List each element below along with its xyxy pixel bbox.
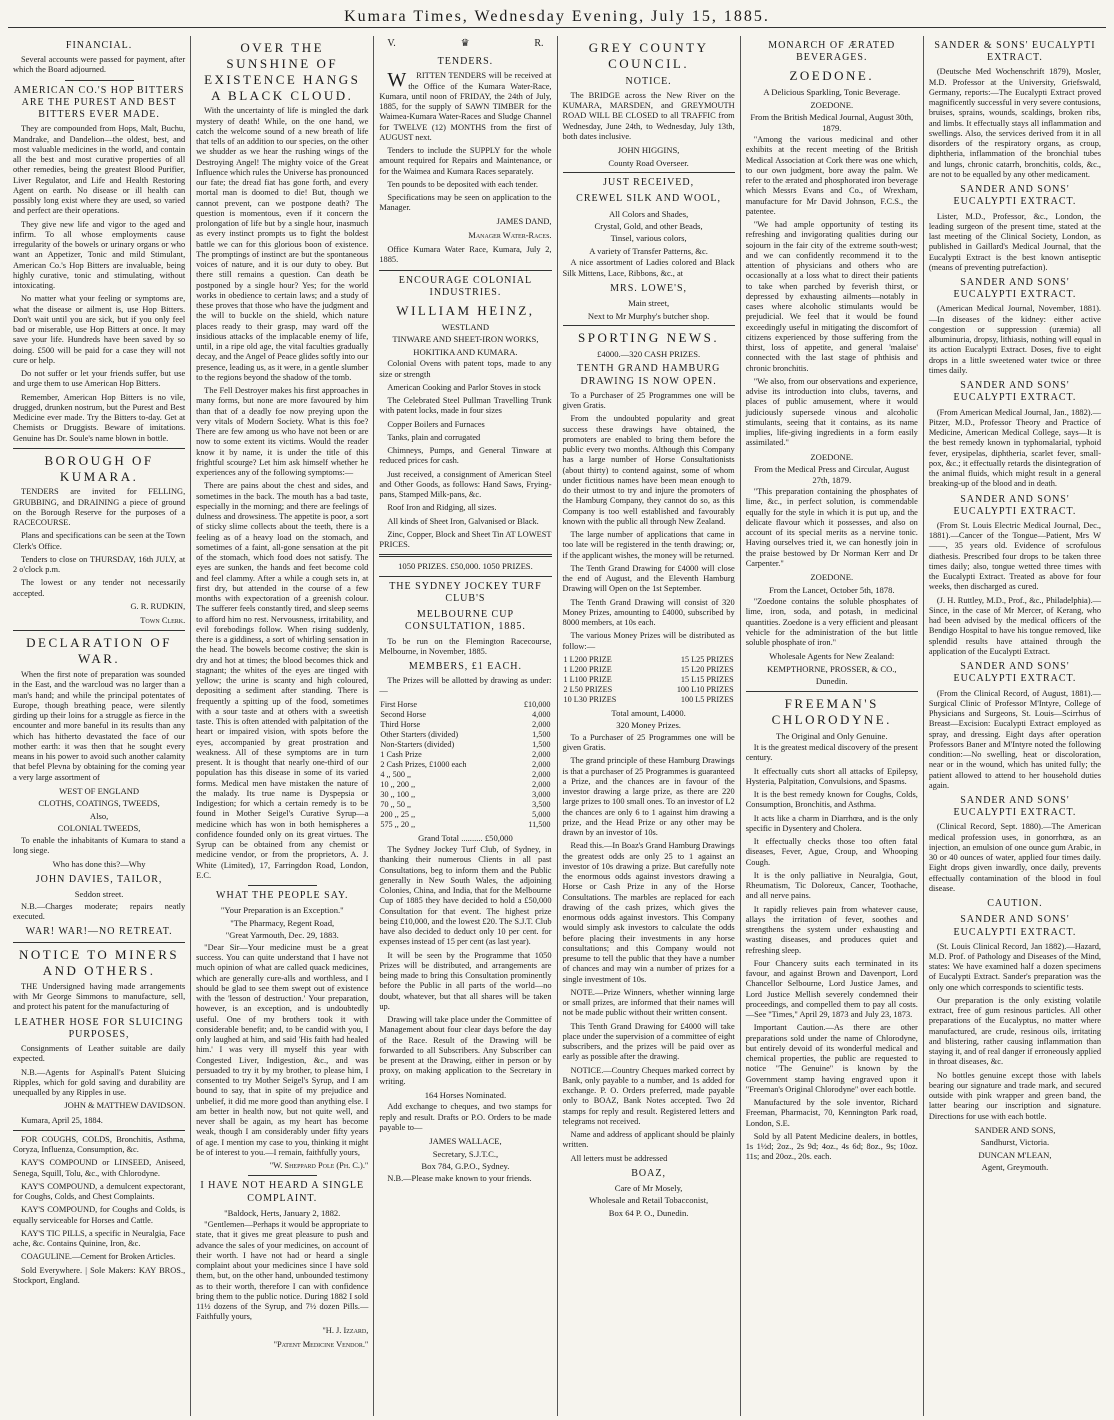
say-heading: WHAT THE PEOPLE SAY. xyxy=(216,890,349,902)
crewel-item: A variety of Transfer Patterns, &c. xyxy=(589,245,708,256)
financial-text: Several accounts were passed for payment, after which the Board adjourned. xyxy=(13,55,186,75)
prize-label: 10 ,, 200 ,, xyxy=(380,779,416,789)
hamburg-prize-row xyxy=(563,695,735,705)
miners-paragraph: THE Undersigned having made arrangements with Mr George Simmons to manufacture, sell, and protect his patent for the manufacturing of xyxy=(13,981,186,1012)
prize-value: 2,000 xyxy=(532,779,551,789)
sander-heading: SANDER AND SONS' EUCALYPTI EXTRACT. xyxy=(953,380,1077,404)
divider xyxy=(248,1175,317,1176)
heard-signature: "H. J. Izzard, xyxy=(322,1325,369,1335)
freeman-paragraph: Sold by all Patent Medicine dealers, in bottles, 1s 1½d; 2oz., 2s 9d; 4oz., 4s 6d; 8oz., 9s; 10oz. 11s; and 20oz., 20s. each. xyxy=(745,1131,918,1162)
heinz-item: Copper Boilers and Furnaces xyxy=(387,419,485,429)
column-4 xyxy=(557,36,740,1416)
sander-heading: SANDER AND SONS' EUCALYPTI EXTRACT. xyxy=(953,277,1077,301)
miners-date: Kumara, April 25, 1884. xyxy=(21,1115,103,1125)
sander-paragraph: (From American Medical Journal, Jan., 1882).—Pitzer, M.D., Professor Theory and Practice of Medicine, American Medical College, says—It is the best remedy known in typhomalarial, typhoid fever, erysipelas, diphtheria, scarlet fever, small-pox, &c.; it effectually retards the disintegration of the animal fluids, which might result in a general breaking-up of the blood and in death. xyxy=(928,407,1102,489)
sporting-sub: £4000.—320 CASH PRIZES. xyxy=(597,348,701,359)
hamburg-paragraph: The Tenth Grand Drawing will consist of 320 Money Prizes, amounting to £4000, subscribed by 8000 members, at 10s each. xyxy=(562,597,735,628)
bitters-paragraph: Remember, American Hop Bitters is no vile, drugged, drunken nostrum, but the Purest and Best Medicine ever made. Try the Bitters to-day. Get at Chemists or Druggists. Beware of imitations. Genuine has Dr. Soule's name blown in bottle. xyxy=(13,392,186,443)
hamburg-prize-right: 100 L10 PRIZES xyxy=(676,684,734,694)
heard-address: "Baldock, Herts, January 2, 1882. xyxy=(224,1207,341,1218)
prize-row xyxy=(379,760,551,770)
divider xyxy=(379,554,551,557)
zoedone-paragraph: "We had ample opportunity of testing its refreshing and invigorating qualities during our sojourn in the fair city of the extreme south-west; and we can confidently recommend it to the attention of physicians and others who are occasionally at a loss what to direct their patients to take when parched by feverish thirst, or depressed by exhausting ailments—notably in cases where alcoholic stimulants would be prejudicial. We feel that it would be found exceedingly useful in mitigating the discomfort of citizens experienced by those suffering from the thirst, loss of appetite, and general 'malaise' connected with the last stage of phthisis and chronic bronchitis. xyxy=(745,220,918,373)
sjtc-paragraph: To be run on the Flemington Racecourse, Melbourne, in November, 1885. xyxy=(379,636,552,656)
heard-heading: I HAVE NOT HEARD A SINGLE COMPLAINT. xyxy=(200,1180,365,1204)
columns xyxy=(8,36,1106,1416)
sander-heading: SANDER AND SONS' EUCALYPTI EXTRACT. xyxy=(953,914,1077,938)
zoedone-heading: ZOEDONE. xyxy=(789,68,875,84)
miners-paragraph: Consignments of Leather suitable are daily expected. xyxy=(13,1044,186,1064)
members-heading: MEMBERS, £1 EACH. xyxy=(408,661,522,673)
prize-label: 30 ,, 100 ,, xyxy=(380,789,416,799)
seal-left: V. xyxy=(387,38,396,49)
heard-signature-title: "Patent Medicine Vendor." xyxy=(273,1339,369,1349)
prize-value: 3,000 xyxy=(532,789,551,799)
say-address: "Great Yarmouth, Dec. 29, 1883. xyxy=(225,930,339,941)
hamburg-prize-left: 2 L50 PRIZES xyxy=(563,684,613,694)
miners-paragraph: N.B.—Agents for Aspinall's Patent Sluicing Ripples, which for gold saving and durability are unequalled by any Ripples in use. xyxy=(13,1067,186,1098)
prize-value: 5,000 xyxy=(532,809,551,819)
coughs-paragraph: COAGULINE.—Cement for Broken Articles. xyxy=(21,1252,176,1262)
sander-heading: SANDER AND SONS' EUCALYPTI EXTRACT. xyxy=(953,493,1077,517)
sjtc-signature: Secretary, S.J.T.C., xyxy=(432,1148,499,1159)
sjtc-signature: JAMES WALLACE, xyxy=(429,1136,502,1147)
boaz-address: Care of Mr Mosely, xyxy=(614,1182,683,1193)
war-goods: WEST OF ENGLAND xyxy=(59,785,140,796)
say-signature: "W. Sheppard Pole (Ph. C.)." xyxy=(269,1161,369,1171)
zoedone-section-heading: ZOEDONE. xyxy=(810,99,854,110)
hamburg-paragraph: NOTE.—Prize Winners, whether winning large or small prizes, are informed that their names will not be made public without their written consent. xyxy=(562,987,735,1018)
coughs-paragraph: FOR COUGHS, COLDS, Bronchitis, Asthma, Coryza, Influenza, Consumption, &c. xyxy=(13,1134,186,1155)
hamburg-paragraph: To a Purchaser of 25 Programmes one will be given Gratis. xyxy=(562,390,735,411)
prize-row xyxy=(379,790,551,800)
heinz-sub: TINWARE AND SHEET-IRON WORKS, xyxy=(392,334,539,345)
crewel-heading: CREWEL SILK AND WOOL, xyxy=(576,193,722,205)
prize-value: 3,500 xyxy=(532,799,551,809)
heinz-heading: WILLIAM HEINZ, xyxy=(396,303,535,318)
tenders-paragraph: WRITTEN TENDERS will be received at the Office of the Kumara Water-Race, Kumara, until noon of FRIDAY, the 24th of July, 1885, for the supply of SAWN TIMBER for the Waimea-Kumara Water-Races and Sludge Channel for TWELVE (12) MONTHS from the first of AUGUST next. xyxy=(379,69,552,142)
prize-label: Non-Starters (divided) xyxy=(380,739,455,749)
crewel-paragraph: A nice assortment of Ladies colored and Black Silk Mittens, Lace, Ribbons, &c., at xyxy=(562,258,735,278)
prize-row xyxy=(379,700,551,710)
prizes-banner: 1050 PRIZES. £50,000. 1050 PRIZES. xyxy=(398,561,533,572)
royal-seal xyxy=(379,36,551,52)
column-2 xyxy=(190,36,373,1416)
freeman-heading: FREEMAN'S CHLORODYNE. xyxy=(771,695,892,727)
lowe-address: Next to Mr Murphy's butcher shop. xyxy=(587,310,710,321)
bitters-paragraph: They give new life and vigor to the aged and infirm. To all whose employments cause irregularity of the bowels or urinary organs or who want an Appetizer, Tonic and mild Stimulant, American Co.'s Hop Bitters are invaluable, being highly curative, tonic and stimulating, without intoxicating. xyxy=(13,219,186,290)
bitters-heading: AMERICAN CO.'S HOP BITTERS ARE THE PUREST AND BEST BITTERS EVER MADE. xyxy=(13,84,185,121)
wholesale-label: Wholesale Agents for New Zealand: xyxy=(769,651,895,662)
prize-value: 2,000 xyxy=(532,719,551,729)
monarch-heading: MONARCH OF ÆRATED BEVERAGES. xyxy=(768,40,896,64)
sander-heading: SANDER & SONS' EUCALYPTI EXTRACT. xyxy=(934,40,1096,64)
sander-heading: SANDER AND SONS' EUCALYPTI EXTRACT. xyxy=(953,184,1077,208)
tenders-paragraph: Ten pounds to be deposited with each tender. xyxy=(387,179,538,189)
horses-nominated: 164 Horses Nominated. xyxy=(424,1089,507,1100)
kempthorne-city: Dunedin. xyxy=(815,676,848,687)
hamburg-paragraph: NOTICE.—Country Cheques marked correct by Bank, only payable to a number, and 1s added for exchange. P. O. Orders preferred, made payable only to BOAZ, Bank Notes accepted. Two 2d stamps for reply and result. Registered letters and telegrams not received. xyxy=(562,1065,735,1126)
war-heading: DECLARATION OF WAR. xyxy=(26,635,173,667)
sander-paragraph: Our preparation is the only existing volatile extract, free of gum resinous particles. All other preparations of the Eucalyptus, no matter where manufactured, are crude, resinous oils, irritating and blistering, rather causing inflammation than staying it, and of real danger if erroneously applied in throat diseases, &c. xyxy=(928,995,1102,1067)
freeman-paragraph: It rapidly relieves pain from whatever cause, allays the irritation of fever, soothes and strengthens the system under exhausting and wasting diseases, and produces quiet and refreshing sleep. xyxy=(745,904,918,955)
heinz-item: Roof Iron and Ridging, all sizes. xyxy=(387,503,497,513)
tenders-signature: JAMES DAND, xyxy=(496,216,552,226)
sander-paragraph: No bottles genuine except those with labels bearing our signature and trade mark, and secured outside with pink wrapper and green band, the latter bearing our inscription and signature. Directions for use with each bottle. xyxy=(928,1070,1102,1121)
prize-label: 70 ,, 50 ,, xyxy=(380,799,412,809)
column-1 xyxy=(8,36,190,1416)
divider xyxy=(563,325,735,326)
sander-heading: SANDER AND SONS' EUCALYPTI EXTRACT. xyxy=(953,661,1077,685)
prize-label: 200 ,, 25 ,, xyxy=(380,809,416,819)
heinz-sub: WESTLAND xyxy=(441,321,490,332)
sjtc-subheading: MELBOURNE CUP CONSULTATION, 1885. xyxy=(404,609,526,633)
sander-paragraph: (American Medical Journal, November, 1881).—In diseases of the kidney: either active congestion or suppression (uræmia) all albuminuria, dropsy, lithiasis, nothing will equal in its action Eucalypti Extract. Doses, five to eight drops in a little sweetened water twice or three times daily. xyxy=(928,304,1102,375)
miners-heading: NOTICE TO MINERS AND OTHERS. xyxy=(19,947,180,979)
divider xyxy=(13,448,185,449)
borough-signature: G. R. RUDKIN, xyxy=(130,601,186,611)
hamburg-paragraph: To a Purchaser of 25 Programmes one will be given Gratis. xyxy=(562,732,735,753)
prize-row xyxy=(379,770,551,780)
prize-row xyxy=(379,780,551,790)
borough-heading: BOROUGH OF KUMARA. xyxy=(44,452,154,484)
prize-value: 4,000 xyxy=(532,709,551,719)
grey-signature: JOHN HIGGINS, xyxy=(617,145,680,156)
crewel-item: All Colors and Shades, xyxy=(608,208,689,219)
grey-heading: GREY COUNTY COUNCIL. xyxy=(588,40,709,71)
hamburg-total: Total amount, L4000. xyxy=(611,707,686,718)
prize-label: 1 Cash Prize xyxy=(380,749,422,759)
coughs-paragraph: KAY'S COMPOUND or LINSEED, Aniseed, Senega, Squill, Tolu, &c., with Chlorodyne. xyxy=(13,1158,186,1178)
tenders-office: Office Kumara Water Race, Kumara, July 2, 1885. xyxy=(379,245,552,265)
freeman-paragraph: Four Chancery suits each terminated in its favour, and against Brown and Davenport, Lord Chancellor Selbourne, Lord Justice James, and Lord Justice Mellish severely condemned their proceedings, and compelled them to pay all costs.—See "Times," April 29, 1873 and July 23, 1873. xyxy=(745,958,918,1019)
prize-value: 2,000 xyxy=(532,759,551,769)
prize-row xyxy=(379,810,551,820)
prize-row xyxy=(379,800,551,810)
prize-row xyxy=(379,730,551,740)
hamburg-paragraph: This Tenth Grand Drawing for £4000 will take place under the supervision of a committee of eight subscribers, and the prizes will be paid over as early as possible after the drawing. xyxy=(562,1021,735,1062)
crewel-item: Tinsel, various colors, xyxy=(610,233,687,244)
freeman-paragraph: It effectually checks those too often fatal diseases, Fever, Ague, Croup, and Whooping Cough. xyxy=(745,837,918,867)
war-paragraph: When the first note of preparation was sounded in the East, and the warcloud was no larger than a man's hand; and while the principal potentates of Europe, though breathing peace, were silently girding up their loins for a struggle as fierce in the encounter and more baneful in its results than any which has hitherto devastated the face of our mother earth: it was then that he sought every means in his power to avoid such another calamity that befel Plevna by obtaining for the coming year a very large assortment of xyxy=(13,670,186,782)
sander-paragraph: Lister, M.D., Professor, &c., London, the leading surgeon of the present time, stated at the last meeting of the Clinical Society, London, as published in Gaillard's Medical Journal, that the Eucalypti Extract is the best known antiseptic (means of preventing putrefaction). xyxy=(928,211,1102,272)
mclean-signature: Agent, Greymouth. xyxy=(981,1162,1049,1173)
prize-value: 2,000 xyxy=(532,769,551,779)
boaz-address: Wholesale and Retail Tobacconist, xyxy=(589,1195,709,1206)
grey-paragraph: The BRIDGE across the New River on the KUMARA, MARSDEN, and GREYMOUTH ROAD WILL BE CLOSED to all TRAFFIC from Wednesday, June 24th, to Wednesday, July 13th, both dates inclusive. xyxy=(562,90,735,141)
coughs-paragraph: KAY'S TIC PILLS, a specific in Neuralgia, Face ache, &c. Contains Quinine, Iron, &c. xyxy=(13,1228,186,1249)
sander-paragraph: (From the Clinical Record, of August, 1881).—Surgical Clinic of Professor M'Intyre, College of Physicians and Surgeons, St. Louis—Scirrhus of Breast—Excision: Eucalypti Extract employed as spray, and dressing. Eight days after operation Professors Baner and M'Intyre noted the following condition:—No swelling, heat or discoloration, near or in the wound, which has united fully; the patient allowed to attend to her household duties again. xyxy=(928,688,1102,790)
sunshine-paragraph: With the uncertainty of life is mingled the dark mystery of death! While, on the one hand, we catch the welcome sound of a new breath of life that tells of an addition to our species, on the other we shudder as we hear the rushing wings of the Destroying Angel! The mighty voice of the Great Influence which rules the Universe has pronounced our fate; the dread fiat has gone forth, and every mortal man is doomed to die! But, though we cannot prevent, can we postpone death? The question is momentous, even if it concern the prolongation of life but by a single hour, inasmuch as every instinct prompts us to fight the boldest battle we can for this glorious boon of existence. The promptings of instinct are but the spontaneous voices of nature, and it is our duty to obey. But there still remains a question. Can death be postponed by a single hour? Yes; for the world works in obedience to certain laws; and a study of these proves that those who have the judgment and the will to buckle on the shield, which nature places ready to their grasp, may ward off the insidious attacks of the implacable enemy of life, until, in a ripe old age, the vital faculties gradually decay, and the Angel of Peace glides softly into our presence, leading us, as it were, in a gentle slumber to the regions beyond the shadow of the tomb. xyxy=(196,106,369,382)
freeman-paragraph: It is the best remedy known for Coughs, Colds, Consumption, Bronchitis, and Asthma. xyxy=(745,790,918,810)
mclean-signature: DUNCAN M'LEAN, xyxy=(978,1149,1052,1160)
freeman-paragraph: Manufactured by the sole inventor, Richard Freeman, Pharmacist, 70, Kennington Park road, London, S.E. xyxy=(745,1098,918,1128)
heinz-item: American Cooking and Parlor Stoves in stock xyxy=(387,382,541,392)
prize-row xyxy=(379,820,551,830)
prize-value: 11,500 xyxy=(528,819,551,829)
hamburg-heading: TENTH GRAND HAMBURG DRAWING IS NOW OPEN. xyxy=(576,363,721,387)
hamburg-paragraph: Read this.—In Boaz's Grand Hamburg Drawings the greatest odds are only 25 to 1 against an investor of 10s drawing a prize. But carefully note the enormous odds against investors drawing a Horse or Cash Prize in any of the Horse Consultations. The marbles are replaced for each drawing of the cash prizes, which gives the enormous odds against investors. This Company would simply ask investors to calculate the odds before placing their investments in any horse consultations; and this Company would not presume to tell the public that they have a number of chances and may win a number of prizes for a single investment of 10s. xyxy=(562,841,735,984)
hamburg-prize-row xyxy=(563,665,735,675)
crewel-item: Crystal, Gold, and other Beads, xyxy=(594,220,703,231)
freeman-paragraph: It is the only palliative in Neuralgia, Gout, Rheumatism, Tic Doloreux, Cancer, Toothache, and all nerve pains. xyxy=(745,870,918,901)
boaz-address: Box 64 P. O., Dunedin. xyxy=(608,1207,689,1218)
seal-right: R. xyxy=(534,38,544,49)
caution-heading: CAUTION. xyxy=(987,898,1043,910)
borough-paragraph: The lowest or any tender not necessarily accepted. xyxy=(13,578,186,598)
grand-total: Grand Total .......... £50,000 xyxy=(418,832,513,843)
sjtc-heading: THE SYDNEY JOCKEY TURF CLUB'S xyxy=(389,580,542,604)
hamburg-paragraph: All letters must be addressed xyxy=(570,1153,668,1163)
column-3 xyxy=(373,36,556,1416)
hamburg-paragraph: Name and address of applicant should be plainly written. xyxy=(562,1130,735,1150)
tenders-paragraph: Specifications may be seen on application to the Manager. xyxy=(379,193,552,213)
heinz-sub: HOKITIKA AND KUMARA. xyxy=(413,346,518,357)
sander-paragraph: (From St. Louis Electric Medical Journal, Dec., 1881).—Cancer of the Tongue—Patient, Mrs W——, 35 years old. Evidence of scrofulous diathesis. Prescribed four drops to be taken three times daily; also, tongue wetted three times with the Eucalypti Extract. Treated as above for four weeks, then discharged as cured. xyxy=(928,520,1102,592)
notice-heading: NOTICE. xyxy=(625,75,672,87)
hamburg-count: 320 Money Prizes. xyxy=(616,720,681,731)
zoedone-paragraph: "Zoedone contains the soluble phosphates of lime, iron, soda, and potash, in medicinal quantities. Zoedone is a very efficient and pleasant vehicle for the administration of the but little soluble phosphate of iron." xyxy=(745,597,918,648)
zoedone-paragraph: "We also, from our observations and experience, advise its introduction into clubs, taverns, and places of public amusement, where it would judiciously supersede vinous and alcoholic stimulants, seeing that it contains, as its name implies, life-giving ingredients in a form easily assimilated." xyxy=(745,376,918,448)
crown-icon: ♛ xyxy=(460,38,470,49)
prize-value: 1,500 xyxy=(532,739,551,749)
war-tailor-name: JOHN DAVIES, TAILOR, xyxy=(35,873,163,885)
sunshine-heading: OVER THE SUNSHINE OF EXISTENCE HANGS A BLACK CLOUD. xyxy=(204,40,361,103)
borough-signature-title: Town Clerk. xyxy=(140,616,186,626)
heinz-item: Chimneys, Pumps, and General Tinware at reduced prices for cash. xyxy=(379,446,552,466)
zoedone-source: From the British Medical Journal, August 30th, 1879. xyxy=(750,112,914,133)
sporting-heading: SPORTING NEWS. xyxy=(578,330,720,346)
divider xyxy=(65,80,134,81)
sjtc-paragraph: Drawing will take place under the Committee of Management about four clear days before the day of the Race. Result of the Drawing will be forwarded to all Subscribers. Any Subscriber can be present at the Drawing, either in person or by proxy, on making application to the Secretary in writing. xyxy=(379,1015,552,1086)
zoedone-section-heading: ZOEDONE. xyxy=(810,572,854,583)
hamburg-prize-row xyxy=(563,655,735,665)
sander-signature: SANDER AND SONS, xyxy=(974,1124,1056,1135)
sjtc-paragraph: The Sydney Jockey Turf Club, of Sydney, in thanking their numerous Clients in all past Consultations, beg to inform them and the Public generally in New South Wales, the adjoining Colonies, China, and India, that for the Melbourne Cup of 1885 they have decided to hold a £50,000 Consultation for that event. The highest prize being £10,000, and the lowest £20. The S.J.T. Club have also decided to deduct only 10 per cent. for expenses instead of 15 per cent (as last year). xyxy=(379,845,552,947)
zoedone-paragraph: "Among the various medicinal and other exhibits at the recent meeting of the British Medical Association at Cork there was one which, to our own judgment, bore away the palm. We refer to the ærated and phosphorated iron beverage which Messrs Evans and Co., of Wrexham, manufacture for Mr David Johnson, F.C.S., the patentee. xyxy=(745,135,918,216)
sjtc-signature: Box 784, G.P.O., Sydney. xyxy=(421,1161,510,1172)
prize-label: Second Horse xyxy=(380,709,427,719)
lowe-name: MRS. LOWE'S, xyxy=(610,282,688,294)
war-paragraph: To enable the inhabitants of Kumara to stand a long siege. xyxy=(13,835,186,856)
say-address: "The Pharmacy, Regent Road, xyxy=(230,917,335,928)
encourage-heading: ENCOURAGE COLONIAL INDUSTRIES. xyxy=(398,274,533,298)
say-paragraph: "Dear Sir—Your medicine must be a great success. You can quite understand that I have not much opinion of what are called quack medicines, which are generally cure-alls and worthless, and I should be glad to see them swept out of existence with the 'lesson of destruction.' Your preparation, however, is an exception, and is undoubtedly useful. One of my brothers took it with considerable benefit; and, to be candid with you, I only laughed at him, and said 'His faith had healed him.' I was very ill myself this year with Congested Liver, Indigestion, &c., and was persuaded to try it by my brother, to please him, I consented to try Mother Seigel's Syrup, and I am bound to say, that in spite of my prejudice and unbelief, it did me more good than anything else. I am better in health now, but not quite well, and never shall be again, as my heart has become weak, though I am considerably under fifty years of age. I mention my case to you, thinking it might be of interest to you.—I remain, faithfully yours, xyxy=(196,942,369,1157)
heinz-item: Zinc, Copper, Block and Sheet Tin AT LOWEST PRICES. xyxy=(379,529,552,550)
war-retreat: WAR! WAR!—NO RETREAT. xyxy=(25,926,173,938)
hamburg-paragraph: The various Money Prizes will be distributed as follow:— xyxy=(562,631,735,651)
hamburg-prize-right: 100 L5 PRIZES xyxy=(680,694,734,704)
sjtc-paragraph: It will be seen by the Programme that 1050 Prizes will be distributed, and arrangements are being made to bring this Consultation prominently before the Public in all parts of the world—no doubt, whatever, but that all shares will be taken up. xyxy=(379,950,552,1011)
sunshine-paragraph: The Fell Destroyer makes his first approaches in many forms, but none are more favoured by him than that of a deadly foe now preying upon the very vitals of Modern Society. What is this foe? There are few among us who have not been or are now to some extent its victims. Would the reader know it by name, it is under the title of this frightful scourge? Let him ask himself whether he experiences any of the following symptoms:— xyxy=(196,386,369,478)
divider xyxy=(563,172,735,173)
boaz-name: BOAZ, xyxy=(631,1167,666,1179)
column-6 xyxy=(923,36,1106,1416)
prize-value: 1,500 xyxy=(532,729,551,739)
hamburg-prize-left: 1 L200 PRIZE xyxy=(563,664,612,674)
coughs-paragraph: KAY'S COMPOUND, a demulcent expectorant, for Coughs, Colds, and Chest Complaints. xyxy=(13,1181,186,1202)
divider xyxy=(13,942,185,943)
divider xyxy=(379,270,551,271)
masthead: Kumara Times, Wednesday Evening, July 15, 1885. xyxy=(8,6,1106,28)
hamburg-prize-table xyxy=(563,655,735,705)
received-heading: JUST RECEIVED, xyxy=(603,177,695,189)
divider xyxy=(248,885,317,886)
tenders-heading: TENDERS. xyxy=(437,56,494,68)
hamburg-prize-row xyxy=(563,685,735,695)
divider xyxy=(379,576,551,577)
hamburg-prize-right: 15 L15 PRIZES xyxy=(680,674,734,684)
prize-label: 575 ,, 20 ,, xyxy=(380,819,416,829)
sander-signature: Sandhurst, Victoria. xyxy=(980,1137,1050,1148)
hamburg-paragraph: From the undoubted popularity and great success these drawings have obtained, the promoters are enabled to bring them before the public every two months. Although this Company has a large number of Horse Consultationists (about thirty) to contend against, some of whom under fictitious names have been mean enough to do their utmost to try and injure the promoters of the Hamburg Company, they cannot do so, as this Company is too well established and favourably known with the public all through New Zealand. xyxy=(562,414,735,526)
divider xyxy=(13,630,185,631)
borough-paragraph: TENDERS are invited for FELLING, GRUBBING, and DRAINING a piece of ground on the Borough Reserve for the purposes of a RACECOURSE. xyxy=(13,487,186,528)
grey-signature-title: County Road Overseer. xyxy=(608,157,689,168)
prize-label: Third Horse xyxy=(380,719,421,729)
hamburg-prize-right: 15 L25 PRIZES xyxy=(680,654,734,664)
zoedone-section-heading: ZOEDONE. xyxy=(810,451,854,462)
zoedone-source: From the Medical Press and Circular, August 27th, 1879. xyxy=(754,464,910,485)
hamburg-paragraph: The large number of applications that came in too late will be registered in the tenth drawing; or, if the applicant wishes, the money will be returned. xyxy=(562,530,735,560)
prize-row xyxy=(379,750,551,760)
sunshine-paragraph: There are pains about the chest and sides, and sometimes in the back. The mouth has a bad taste, especially in the morning; and there are feelings of dulness and drowsiness. The appetite is poor, a sort of sticky slime collects about the teeth, there is a feeling as of a heavy load on the stomach, and sometimes of a faint, all-gone sensation at the pit of the stomach, which food does not satisfy. The eyes are sunken, the hands and feet become cold and feel clammy. After a while a cough sets in, at first dry, but attended in the course of a few months with expectoration of a greenish colour. The sufferer feels constantly tired, and sleep seems to afford him no rest. Nervousness, irritability, and evil forebodings follow. When rising suddenly, there is a giddiness, a sort of whirling sensation in the head. The bowels become costive; the skin is dry and hot at times; the blood becomes thick and stagnant; the whites of the eyes are tinged with yellow; the urine is scanty and high coloured, depositing a sediment after standing. There is frequently a spitting up of the food, sometimes with a sour taste and at others with a sweetish taste. This is often attended with palpitation of the heart or impaired vision, with spots before the eyes, accompanied by great prostration and weakness. All of these symptoms are in turn present. It is thought that nearly one-third of our population has this disease in some of its varied forms. Medical men have mistaken the nature of the malady. Its true name is Dyspepsia or Indigestion; for which a certain remedy is to be found in Mother Seigel's Curative Syrup—a medicine which has won in both hemispheres a confidence founded only on its great virtues. The Syrup can be obtained from any chemist or medicine vendor, or from the proprietors, A. J. White (Limited), 17, Farringdon Road, London, E.C. xyxy=(196,481,369,880)
sjtc-paragraph: Add exchange to cheques, and two stamps for reply and result. Drafts or P.O. Orders to be made payable to— xyxy=(379,1102,552,1132)
borough-paragraph: Tenders to close on THURSDAY, 16th JULY, at 2 o'clock p.m. xyxy=(13,554,186,575)
freeman-paragraph: It acts like a charm in Diarrhœa, and is the only specific in Dysentery and Cholera. xyxy=(745,813,918,833)
freeman-paragraph: It is the greatest medical discovery of the present century. xyxy=(745,743,918,763)
prize-row xyxy=(379,710,551,720)
lowe-address: Main street, xyxy=(628,298,670,309)
bitters-paragraph: No matter what your feeling or symptoms are, what the disease or ailment is, use Hop Bitters. Don't wait until you are sick, but if you only feel bad or miserable, use Hop Bitters at once. It may save your life. Hundreds have been saved by so doing. £500 will be paid for a case they will not cure or help. xyxy=(13,294,186,365)
coughs-signature: Sold Everywhere. | Sole Makers: KAY BROS., Stockport, England. xyxy=(13,1265,186,1285)
prize-label: Other Starters (divided) xyxy=(380,729,459,739)
prize-label: 4 ,, 500 ,, xyxy=(380,769,412,779)
prize-label: First Horse xyxy=(380,699,417,709)
sjtc-note: N.B.—Please make known to your friends. xyxy=(387,1173,532,1183)
war-goods: CLOTHS, COATINGS, TWEEDS, xyxy=(38,798,160,809)
prize-label: 2 Cash Prizes, £1000 each xyxy=(380,759,467,769)
borough-paragraph: Plans and specifications can be seen at the Town Clerk's Office. xyxy=(13,531,186,551)
sander-paragraph: (St. Louis Clinical Record, Jan 1882).—Hazard, M.D. Prof. of Pathology and Diseases of the Mind, states: We have examined half a dozen specimens of Eucalypti Extract. Sander's preparation was the only one which corresponds to scientific tests. xyxy=(928,941,1102,992)
hamburg-prize-left: 1 L200 PRIZE xyxy=(563,654,612,664)
sander-paragraph: (J. H. Ruttley, M.D., Prof., &c., Philadelphia).—Since, in the case of Mr Mercer, of Kerang, who had been advised by the medical officers of the Bendigo Hospital to have his tongue removed, like splendid results have attained through the application of the Eucalypti Extract. xyxy=(928,595,1102,656)
freeman-sub: The Original and Only Genuine. xyxy=(776,730,888,741)
hamburg-prize-row xyxy=(563,675,735,685)
war-note: N.B.—Charges moderate; repairs neatly executed. xyxy=(13,901,186,921)
prize-row xyxy=(379,720,551,730)
freeman-paragraph: Important Caution.—As there are other preparations sold under the name of Chlorodyne, but entirely devoid of its wonderful medical and chemical properties, the public are requested to notice "The Genuine" is known by the Government stamp having engraved upon it "Freeman's Original Chlorodyne" over each bottle. xyxy=(745,1023,918,1094)
coughs-paragraph: KAY'S COMPOUND, for Coughs and Colds, is equally serviceable for Horses and Cattle. xyxy=(13,1205,186,1225)
prize-table xyxy=(379,700,551,830)
war-street: Seddon street. xyxy=(74,889,124,900)
freeman-paragraph: It effectually cuts short all attacks of Epilepsy, Hysteria, Palpitation, Convulsions, and Spasms. xyxy=(745,766,918,786)
tenders-signature-title: Manager Water-Races. xyxy=(468,230,552,240)
column-5 xyxy=(740,36,923,1416)
zoedone-paragraph: "This preparation containing the phosphates of lime, &c., in perfect solution, is commendable equally for the style in which it is put up, and the delicate flavour which it possesses, and also on account of its special merits as a nervine tonic. Having ourselves tried it, we can honestly join in the praise bestowed by Dr Norman Kerr and Dr Carpenter." xyxy=(745,487,918,568)
kempthorne-name: KEMPTHORNE, PROSSER, & CO., xyxy=(766,663,897,674)
hamburg-paragraph: The Tenth Grand Drawing for £4000 will close the end of August, and the Eleventh Hamburg Drawing will Open on the 1st September. xyxy=(562,563,735,594)
war-who: Who has done this?—Why xyxy=(52,859,146,870)
sjtc-paragraph: The Prizes will be allotted by drawing as under:— xyxy=(379,676,552,696)
hamburg-prize-left: 10 L30 PRIZES xyxy=(563,694,617,704)
zoedone-sub: A Delicious Sparkling, Tonic Beverage. xyxy=(763,87,901,98)
divider xyxy=(746,691,918,692)
heinz-item: All kinds of Sheet Iron, Galvanised or Black. xyxy=(387,516,539,526)
prize-value: £10,000 xyxy=(523,699,551,709)
bitters-paragraph: They are compounded from Hops, Malt, Buchu, Mandrake, and Dandelion—the oldest, best, and most valuable medicines in the world, and contain all the best and most curative properties of all other remedies, being the greatest Blood Purifier, Liver Regulator, and Life and Health Restoring Agent on earth. No disease or ill health can possibly long exist where they are used, so varied and perfect are their operations. xyxy=(13,124,186,216)
heard-paragraph: "Gentlemen—Perhaps it would be appropriate to state, that it gives me great pleasure to push and advance the sales of your medicines, on account of their worth. I have not had or heard a single complaint about your medicines since I have sold them, but, on the other hand, unbounded testimony as to their worth, therefore I can with confidence bring them to the public notice. During 1882 I sold 11½ dozens of the Syrup, and 7½ dozen Pills.—Faithfully yours, xyxy=(196,1220,369,1322)
heinz-item: The Celebrated Steel Pullman Travelling Trunk with patent locks, made in four sizes xyxy=(379,396,552,416)
war-goods: Also, xyxy=(89,810,109,821)
zoedone-source: From the Lancet, October 5th, 1878. xyxy=(769,584,895,595)
miners-goods: LEATHER HOSE FOR SLUICING PURPOSES, xyxy=(14,1016,184,1040)
heinz-item: Colonial Ovens with patent tops, made to any size or strength xyxy=(379,359,552,379)
hamburg-prize-left: 1 L100 PRIZE xyxy=(563,674,612,684)
miners-signature: JOHN & MATTHEW DAVIDSON. xyxy=(64,1101,186,1111)
tenders-paragraph: Tenders to include the SUPPLY for the whole amount required for Repairs and Maintenance, or for the Waimea and Kumara Races separately. xyxy=(379,146,552,176)
heinz-item: Just received, a consignment of American Steel and Other Goods, as follows: Hand Saws, Frying-pans, Stamped Milk-pans, &c. xyxy=(379,469,552,500)
heinz-item: Tanks, plain and corrugated xyxy=(387,432,481,442)
bitters-paragraph: Do not suffer or let your friends suffer, but use and urge them to use American Hop Bitters. xyxy=(13,369,186,389)
say-title: "Your Preparation is an Exception." xyxy=(220,905,344,916)
sander-heading: SANDER AND SONS' EUCALYPTI EXTRACT. xyxy=(953,795,1077,819)
prize-row xyxy=(379,740,551,750)
financial-heading: FINANCIAL. xyxy=(65,40,133,51)
hamburg-prize-right: 15 L20 PRIZES xyxy=(680,664,734,674)
sander-paragraph: (Clinical Record, Sept. 1880).—The American medical profession uses, in gonorrhœa, as an injection, an emulsion of one ounce gum Arabic, in 30 or 40 ounces of water, applied four times daily. Eight drops given inwardly, once daily, prevents effectually contamination of the blood in foul disease. xyxy=(928,822,1102,893)
hamburg-paragraph: The grand principle of these Hamburg Drawings is that a purchaser of 25 Programmes is guaranteed a Prize, and the chances are in favour of the investor drawing a large prize, as there are 220 large prizes to 100 small ones. To an investor of L2 the chances are only 6 to 1 against him drawing a prize, and the Head Prize or any other may be drawn by an investor of 10s. xyxy=(562,756,735,838)
war-goods: COLONIAL TWEEDS, xyxy=(57,823,141,834)
divider xyxy=(13,1130,185,1131)
sander-paragraph: (Deutsche Med Wochenschrift 1879), Mosler, M.D. Professor at the University, Griefswald, Germany, reports:—The Eucalypti Extract proved magnificently successful in very severe contusions, bruises, sprains, wounds, scaldings, broken ribs, and limbs. It effectually stays all inflammation and swellings. Also, the services derived from it in all disorders of the respiratory organs, as croup, diphtheria, inflammation of the bronchial tubes and lungs, chronic catarrh, bronchitis, colds, &c., are not to be equalled by any other medicament. xyxy=(928,67,1102,179)
prize-value: 2,000 xyxy=(532,749,551,759)
